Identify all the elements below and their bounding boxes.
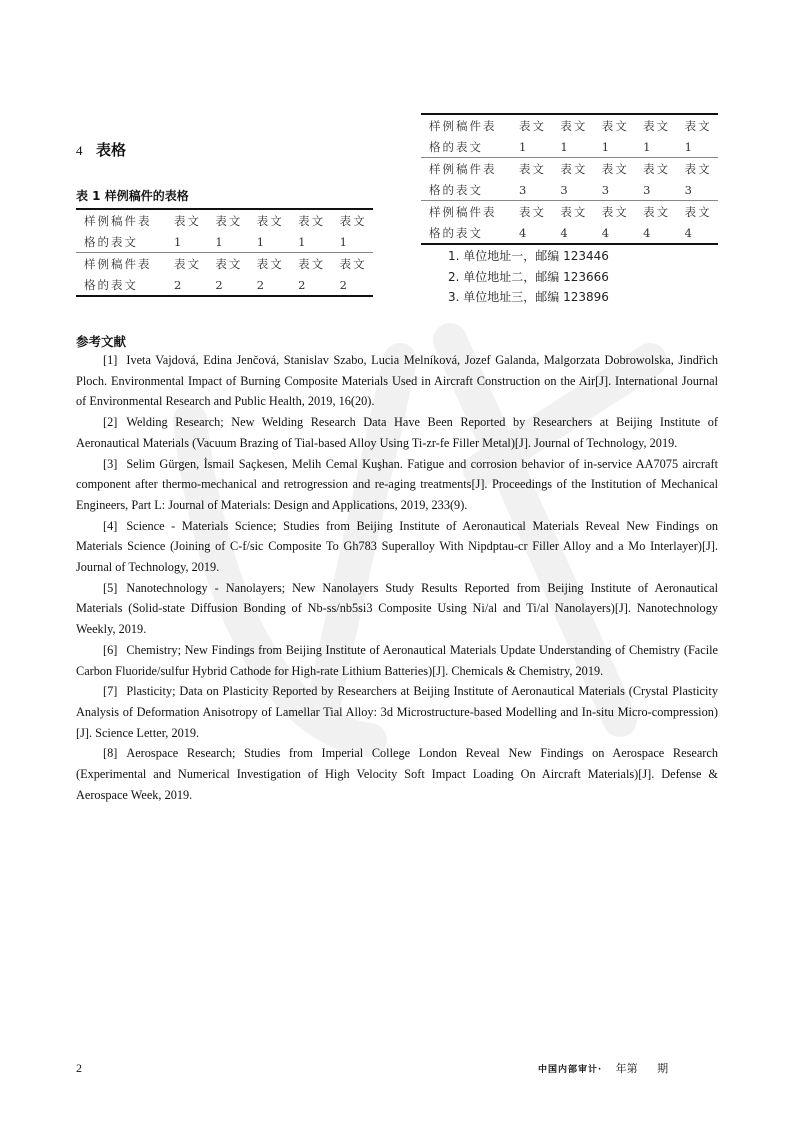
table-cell: 表文	[518, 162, 546, 176]
table-row	[421, 136, 718, 158]
table-row	[421, 222, 718, 244]
table-cell: 1	[552, 136, 593, 158]
affiliation-item: 2. 单位地址二，邮编 123666	[448, 269, 609, 284]
sample-table-2	[421, 113, 718, 245]
table-cell: 3	[552, 179, 593, 201]
references-heading: 参考文献	[76, 334, 127, 349]
row-label: 样例稿件表	[429, 119, 497, 133]
table-cell: 表文	[560, 119, 588, 133]
reference-index: [1]	[103, 353, 118, 367]
reference-index: [2]	[103, 415, 118, 430]
reference-item	[76, 743, 718, 805]
reference-index: [8]	[103, 746, 118, 761]
table-cell: 表文	[643, 205, 671, 219]
table-row	[76, 253, 373, 275]
reference-text: Selim Gürgen, İsmail Saçkesen, Melih Cemal Kuşhan. Fatigue and corrosion behavior of in-service AA7075 aircraft component after thermo-mechanical and retrogression and re-aging treatments[J]. Proceedings of the Institution of Mechanical Engineers, Part L: Journal of Materials: Design and Applications, 2019, 233(9).	[76, 456, 718, 512]
table-row	[76, 274, 373, 296]
table-cell: 表文	[256, 214, 284, 228]
journal-name: 中国内部审计·	[538, 1065, 603, 1075]
reference-index: [5]	[103, 580, 118, 595]
table-cell: 表文	[601, 119, 629, 133]
table-cell: 1	[332, 231, 373, 253]
table-cell: 4	[684, 226, 694, 240]
row-label: 格的表文	[429, 226, 483, 240]
section-number: 4	[76, 143, 83, 158]
table-cell: 3	[677, 179, 718, 201]
table-cell: 表文	[643, 119, 671, 133]
table-cell: 表文	[215, 214, 243, 228]
table-row	[76, 209, 373, 231]
reference-item	[76, 454, 718, 516]
section-title: 表格	[96, 141, 127, 159]
row-label: 样例稿件表	[84, 214, 152, 228]
year-label: 年第	[615, 1062, 638, 1075]
row-label: 样例稿件表	[429, 162, 497, 176]
reference-item	[76, 640, 718, 681]
table-cell: 4	[601, 226, 612, 240]
footer-journal	[538, 1060, 668, 1076]
table-cell: 2	[256, 278, 267, 292]
table-cell: 3	[594, 179, 635, 201]
affiliation-item: 1. 单位地址一，邮编 123446	[448, 249, 609, 263]
reference-item	[76, 681, 718, 743]
reference-text: Chemistry; New Findings from Beijing Institute of Aeronautical Materials Update Understanding of Chemistry (Facile Carbon Fluoride/sulfur Hybrid Cathode for High-rate Lithium Batteries)[J]. Chemicals & Chemistry, 2019.	[76, 642, 718, 678]
table-cell: 1	[207, 231, 248, 253]
row-label: 格的表文	[76, 231, 166, 253]
reference-item	[76, 578, 718, 640]
table-cell: 表文	[215, 257, 243, 271]
table-cell: 1	[594, 136, 635, 158]
table-cell: 表文	[173, 257, 201, 271]
table-cell: 3	[635, 179, 676, 201]
row-label: 样例稿件表	[84, 257, 152, 271]
table-cell: 1	[249, 231, 290, 253]
table-cell: 2	[215, 278, 225, 292]
table-cell: 1	[290, 231, 331, 253]
reference-index: [3]	[103, 456, 118, 471]
reference-text: Nanotechnology - Nanolayers; New Nanolayers Study Results Reported from Beijing Institute of Aeronautical Materials (Solid-state Diffusion Bonding of Nb-ss/nb5si3 Composite Using Ni/al and Ti/al Nanolayers)[J]. Nanotechnology Weekly, 2019.	[76, 580, 718, 637]
reference-text: Iveta Vajdová, Edina Jenčová, Stanislav Szabo, Lucia Melníková, Jozef Galanda, Malgorzata Dobrowolska, Jindřich Ploch. Environmental Impact of Burning Composite Materials Used in Aircraft Construction on the Air[J]. International Journal of Environmental Research and Public Health, 2019, 16(20).	[76, 353, 718, 409]
table-cell: 表文	[518, 119, 546, 133]
reference-index: [7]	[103, 684, 118, 699]
table-cell: 表文	[560, 162, 588, 176]
reference-item	[76, 516, 718, 578]
reference-index: [4]	[103, 518, 118, 533]
affiliation-list	[448, 246, 609, 308]
reference-text: Science - Materials Science; Studies from Beijing Institute of Aeronautical Materials Reveal New Findings on Materials Science (Joining of C-f/sic Composite To Gh783 Superalloy With Nipdptau-cr Filler Alloy and a Mo Interlayer)[J]. Journal of Technology, 2019.	[76, 518, 718, 575]
table-row	[421, 114, 718, 136]
reference-list	[76, 350, 718, 805]
table-row	[421, 179, 718, 201]
table-caption: 表 1 样例稿件的表格	[76, 189, 189, 203]
reference-text: Aerospace Research; Studies from Imperial College London Reveal New Findings on Aerospace Research (Experimental and Numerical Investigation of High Velocity Soft Impact Loading On Aircraft Materials)[J]. Defense & Aerospace Week, 2019.	[76, 746, 718, 802]
affiliation-item: 3. 单位地址三，邮编 123896	[448, 290, 609, 304]
table-cell: 表文	[298, 257, 326, 271]
issue-label: 期	[657, 1062, 669, 1075]
table-cell: 1	[677, 136, 718, 158]
table-cell: 表文	[560, 205, 588, 219]
sample-table-1	[76, 208, 373, 297]
table-cell: 表文	[601, 205, 629, 219]
table-cell: 表文	[601, 162, 629, 176]
table-cell: 1	[511, 136, 552, 158]
table-cell: 4	[643, 226, 653, 240]
table-cell: 表文	[684, 205, 712, 219]
table-cell: 表文	[298, 214, 326, 228]
table-cell: 表文	[518, 205, 546, 219]
table-cell: 表文	[643, 162, 671, 176]
table-cell: 2	[173, 278, 184, 292]
table-cell: 4	[560, 226, 570, 240]
row-label: 格的表文	[84, 278, 138, 292]
table-cell: 2	[298, 278, 308, 292]
table-cell: 1	[635, 136, 676, 158]
section-heading	[76, 139, 126, 160]
table-cell: 表文	[173, 214, 201, 228]
table-row	[421, 201, 718, 223]
reference-text: Welding Research; New Welding Research Data Have Been Reported by Researchers at Beijing Institute of Aeronautical Materials (Vacuum Brazing of Tial-based Alloy Using Ti-zr-fe Filler Metal)[J]. Journal of Technology, 2019.	[76, 415, 718, 450]
table-cell: 表文	[684, 119, 712, 133]
table-cell: 表文	[684, 162, 712, 176]
reference-item	[76, 412, 718, 453]
row-label: 格的表文	[421, 179, 511, 201]
table-cell: 表文	[256, 257, 284, 271]
reference-item	[76, 350, 718, 412]
table-row	[421, 158, 718, 180]
row-label: 样例稿件表	[429, 205, 497, 219]
reference-text: Plasticity; Data on Plasticity Reported by Researchers at Beijing Institute of Aeronautical Materials (Crystal Plasticity Analysis of Deformation Anisotropy of Lamellar Tial Alloy: 3d Microstructure-based Modelling and In-situ Micro-compression)[J]. Science Letter, 2019.	[76, 684, 718, 740]
table-row	[76, 231, 373, 253]
reference-index: [6]	[103, 642, 118, 657]
table-cell: 1	[166, 231, 207, 253]
row-label: 格的表文	[421, 136, 511, 158]
page-number: 2	[76, 1061, 82, 1075]
table-cell: 4	[518, 226, 529, 240]
table-cell: 3	[511, 179, 552, 201]
table-cell: 2	[339, 278, 349, 292]
table-cell: 表文	[339, 214, 367, 228]
table-cell: 表文	[339, 257, 367, 271]
